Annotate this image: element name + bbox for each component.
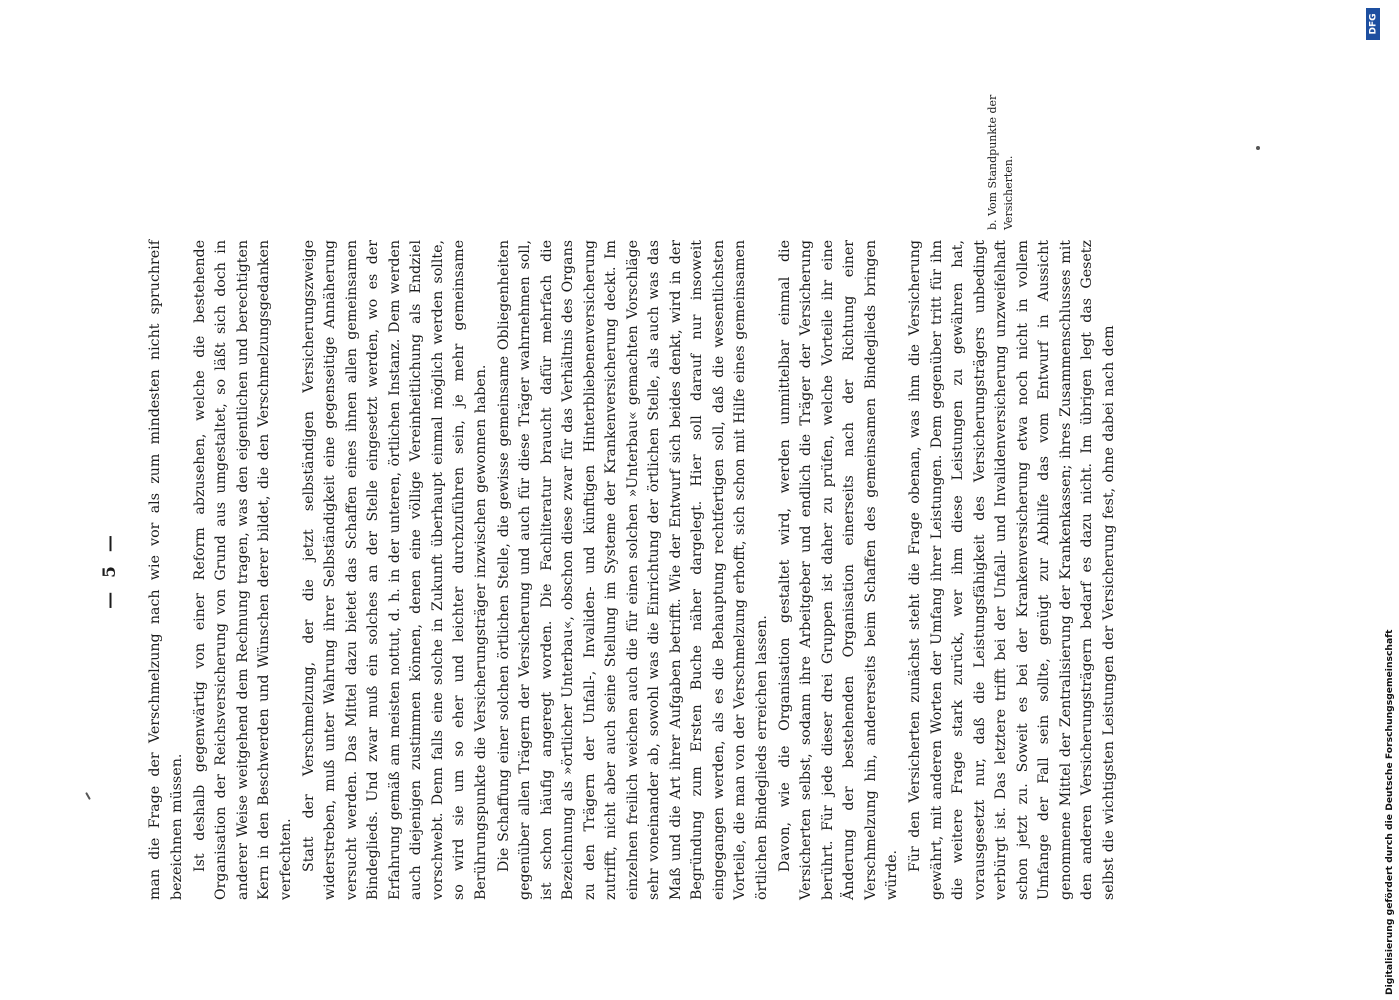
paragraph-3: Statt der Verschmelzung, der die jetzt selbständigen Versicherungszweige widerstreben, muß unter Wahrung ihrer Selbständigkeit eine gegenseitige Annäherung versucht werden. Das Mittel dazu bietet das Schaffen eines ihnen allen gemeinsamen Bindeglieds. Und zwar muß ein solches an der Stelle eingesetzt werden, wo es der Erfahrung gemäß am meisten nottut, d. h. in der unteren, örtlichen Instanz. Dem werden auch diejenigen zustimmen können, denen eine völlige Vereinheitlichung als Endziel vorschwebt. Denn falls eine solche in Zukunft überhaupt einmal möglich werden sollte, so wird sie um so eher und leichter durchzuführen sein, je mehr gemeinsame Berührungspunkte die Versicherungsträger inzwischen gewonnen haben. (300, 240, 489, 900)
margin-note: b. Vom Standpunkte der Versicherten. (986, 94, 1015, 230)
page-number: — 5 — (100, 531, 120, 609)
paragraph-2: Ist deshalb gegenwärtig von einer Reform abzusehen, welche die bestehende Organisation der Reichsversicherung von Grund aus umgestaltet, so läßt sich doch in anderer Weise weitgehend dem Rechnung tragen, was den eigentlichen und berechtigten Kern in den Beschwerden und Wünschen derer bildet, die den Verschmelzungsgedanken verfechten. (191, 240, 294, 900)
paragraph-4: Die Schaffung einer solchen örtlichen Stelle, die gewisse gemeinsame Obliegenheiten gegenüber allen Trägern der Versicherung und auch für diese Träger wahrnehmen soll, ist schon häufig angeregt worden. Die Fachliteratur braucht dafür mehrfach die Bezeichnung als »örtlicher Unterbau«, obschon diese zwar für das Verhältnis des Organs zu den Trägern der Unfall-, Invaliden- und künftigen Hinterbliebenenversicherung zutrifft, nicht aber auch seine Stellung im Systeme der Krankenversicherung deckt. Im einzelnen freilich weichen auch die für einen solchen »Unterbau« gemachten Vorschläge sehr voneinander ab, sowohl was die Einrichtung der örtlichen Stelle, als auch was das Maß und die Art ihrer Aufgaben betrifft. Wie der Entwurf sich beides denkt, wird in der Begründung zum Ersten Buche näher dargelegt. Hier soll darauf nur insoweit eingegangen werden, als es die Behauptung rechtfertigen soll, daß die wesentlichsten Vorteile, die man von der Verschmelzung erhofft, sich schon mit Hilfe eines gemeinsamen örtlichen Bindeglieds erreichen lassen. (495, 240, 770, 900)
scan-speck (1256, 146, 1260, 150)
paragraph-1: man die Frage der Verschmelzung nach wie vor als zum mindesten nicht spruchreif bezeichnen müssen. (147, 240, 185, 900)
body-text (145, 240, 1122, 900)
rotated-text-block (100, 94, 1240, 900)
dfg-logo: DFG (1366, 8, 1380, 40)
paragraph-5: Davon, wie die Organisation gestaltet wird, werden unmittelbar einmal die Versicherten selbst, sodann ihre Arbeitgeber und endlich die Träger der Versicherung berührt. Für jede dieser drei Gruppen ist daher zu prüfen, welche Vorteile ihr eine Änderung der bestehenden Organisation einerseits nach der Richtung einer Verschmelzung hin, andererseits beim Schaffen des gemeinsamen Bindeglieds bringen würde. (776, 240, 901, 900)
scan-speck (85, 792, 91, 800)
digitization-credit: Digitalisierung gefördert durch die Deutsche Forschungsgemeinschaft (1384, 629, 1395, 995)
paragraph-6: Für den Versicherten zunächst steht die Frage obenan, was ihm die Versicherung gewährt, mit anderen Worten der Umfang ihrer Leistungen. Dem gegenüber tritt für ihn die weitere Frage stark zurück, wer ihm diese Leistungen zu gewähren hat, vorausgesetzt nur, daß die Leistungsfähigkeit des Versicherungsträgers unbedingt verbürgt ist. Das letztere trifft bei der Unfall- und Invalidenversicherung unzweifelhaft schon jetzt zu. Soweit es bei der Krankenversicherung etwa noch nicht in vollem Umfange der Fall sein sollte, genügt zur Abhilfe das vom Entwurf in Aussicht genommene Mittel der Zentralisierung der Krankenkassen; ihres Zusammenschlusses mit den anderen Versicherungsträgern bedarf es dazu nicht. Im übrigen legt das Gesetz selbst die wichtigsten Leistungen der Versicherung fest, ohne dabei nach dem (907, 240, 1117, 900)
